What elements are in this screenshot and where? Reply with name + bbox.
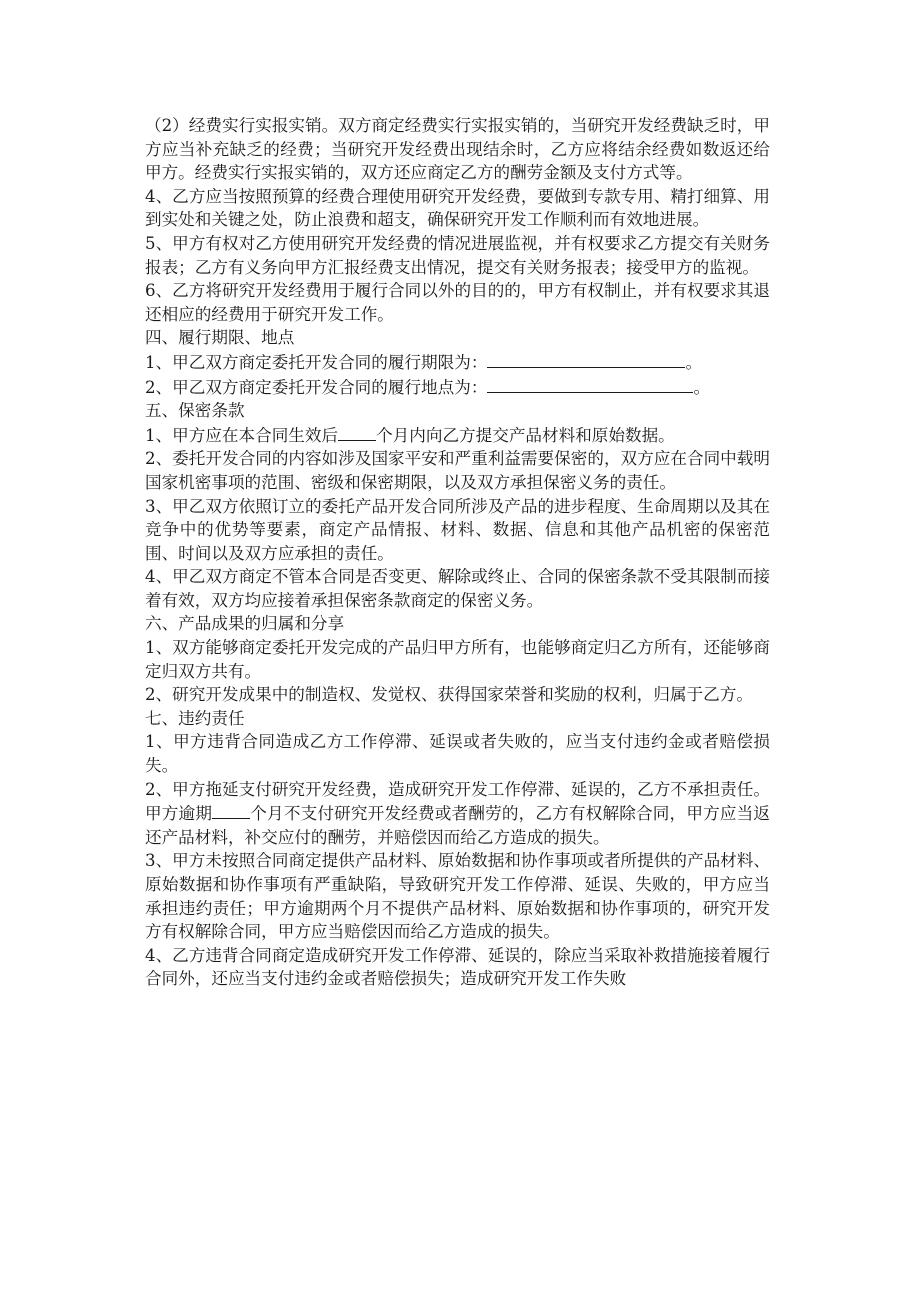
paragraph-confidential-2: 2、委托开发合同的内容如涉及国家平安和严重利益需要保密的，双方应在合同中载明国家机密事项的范围、密级和保密期限，以及双方承担保密义务的责任。 — [145, 449, 770, 492]
confidential-1-start: 1、甲方应在本合同生效后 — [145, 425, 339, 445]
paragraph-confidential-3: 3、甲乙双方依照订立的委托产品开发合同所涉及产品的进步程度、生命周期以及其在竞争中的优势等要素，商定产品情报、材料、数据、信息和其他产品机密的保密范围、时间以及双方应承担的责任。 — [145, 496, 770, 563]
confidential-1-end: 个月内向乙方提交产品材料和原始数据。 — [376, 425, 675, 445]
paragraph-term-period — [145, 350, 770, 375]
paragraph-clause-6-misuse: 6、乙方将研究开发经费用于履行合同以外的目的的，甲方有权制止，并有权要求其退还相应的经费用于研究开发工作。 — [145, 281, 770, 324]
term-period-end: 。 — [685, 352, 703, 372]
paragraph-ownership-2: 2、研究开发成果中的制造权、发觉权、获得国家荣誉和奖励的权利，归属于乙方。 — [145, 685, 753, 705]
paragraph-ownership-1: 1、双方能够商定委托开发完成的产品归甲方所有，也能够商定归乙方所有，还能够商定归双方共有。 — [145, 638, 770, 681]
section-heading-7: 七、违约责任 — [145, 708, 245, 728]
term-period-label: 1、甲乙双方商定委托开发合同的履行期限为： — [145, 352, 488, 372]
term-location-blank — [487, 375, 693, 393]
paragraph-confidential-4: 4、甲乙双方商定不管本合同是否变更、解除或终止、合同的保密条款不受其限制而接着有效，双方均应接着承担保密条款商定的保密义务。 — [145, 567, 770, 610]
section-heading-5: 五、保密条款 — [145, 401, 245, 421]
liability-2-end: 个月不支付研究开发经费或者酬劳的，乙方有权解除合同，甲方应当返还产品材料，补交应付的酬劳，并赔偿因而给乙方造成的损失。 — [145, 804, 771, 847]
liability-2-start: 2、甲方拖延支付研究开发经费，造成研究开发工作停滞、延误的，乙方不承担责任。甲方逾期 — [145, 779, 770, 824]
paragraph-clause-5-supervision: 5、甲方有权对乙方使用研究开发经费的情况进展监视，并有权要求乙方提交有关财务报表；乙方有义务向甲方汇报经费支出情况，提交有关财务报表；接受甲方的监视。 — [145, 233, 770, 277]
paragraph-liability-3: 3、甲方未按照合同商定提供产品材料、原始数据和协作事项或者所提供的产品材料、原始数据和协作事项有严重缺陷，导致研究开发工作停滞、延误、失败的，甲方应当承担违约责任；甲方逾期两个月不提供产品材料、原始数据和协作事项的，研究开发方有权解除合同，甲方应当赔偿因而给乙方造成的损失。 — [145, 851, 770, 942]
section-heading-4: 四、履行期限、地点 — [145, 328, 295, 348]
term-location-end: 。 — [693, 377, 711, 397]
paragraph-clause-4-budget-use: 4、乙方应当按照预算的经费合理使用研究开发经费，要做到专款专用、精打细算、用到实处和关键之处，防止浪费和超支，确保研究开发工作顺利而有效地进展。 — [145, 186, 770, 230]
section-heading-6: 六、产品成果的归属和分享 — [145, 614, 345, 634]
paragraph-term-location — [145, 375, 770, 400]
paragraph-expense-reimbursement: （2）经费实行实报实销。双方商定经费实行实报实销的，当研究开发经费缺乏时，甲方应当补充缺乏的经费；当研究开发经费出现结余时，乙方应将结余经费如数返还给甲方。经费实行实报实销的，双方还应商定乙方的酬劳金额及支付方式等。 — [145, 116, 770, 183]
months-blank — [338, 423, 376, 441]
paragraph-liability-2 — [145, 778, 770, 850]
term-location-label: 2、甲乙双方商定委托开发合同的履行地点为： — [145, 377, 488, 397]
term-period-blank — [487, 350, 685, 368]
paragraph-liability-4: 4、乙方违背合同商定造成研究开发工作停滞、延误的，除应当采取补救措施接着履行合同外，还应当支付违约金或者赔偿损失；造成研究开发工作失败 — [145, 945, 770, 989]
paragraph-liability-1: 1、甲方违背合同造成乙方工作停滞、延误或者失败的，应当支付违约金或者赔偿损失。 — [145, 732, 770, 776]
document-page — [145, 114, 770, 991]
paragraph-confidential-1 — [145, 423, 770, 448]
overdue-months-blank — [212, 801, 250, 819]
